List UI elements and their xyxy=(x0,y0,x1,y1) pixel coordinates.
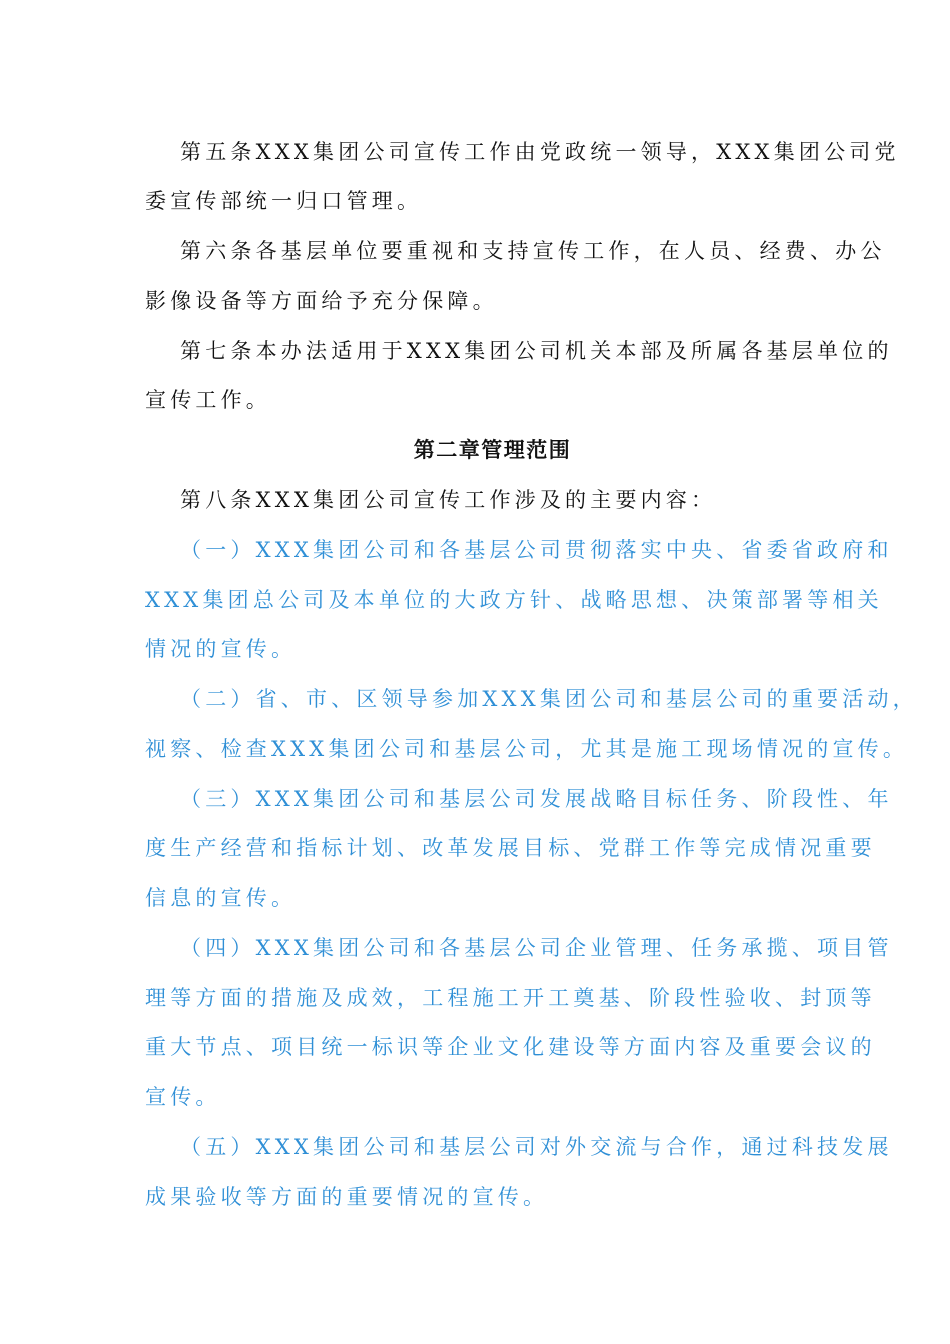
article-7-line-1: 第七条本办法适用于XXX集团公司机关本部及所属各基层单位的 xyxy=(180,339,893,363)
article-6-line-2: 影像设备等方面给予充分保障。 xyxy=(145,289,498,313)
item-2-line-1: （二）省、市、区领导参加XXX集团公司和基层公司的重要活动， xyxy=(180,687,918,711)
article-7-line-2: 宣传工作。 xyxy=(145,388,271,412)
item-3-line-1: （三）XXX集团公司和基层公司发展战略目标任务、阶段性、年 xyxy=(180,787,893,811)
item-5-line-2: 成果验收等方面的重要情况的宣传。 xyxy=(145,1185,549,1209)
article-5-line-2: 委宣传部统一归口管理。 xyxy=(145,189,423,213)
item-4-line-4: 宣传。 xyxy=(145,1085,221,1109)
item-1-line-3: 情况的宣传。 xyxy=(145,637,297,661)
item-4-line-2: 理等方面的措施及成效，工程施工开工奠基、阶段性验收、封顶等 xyxy=(145,986,876,1010)
chapter-heading: 第二章管理范围 xyxy=(413,438,572,462)
item-4-line-3: 重大节点、项目统一标识等企业文化建设等方面内容及重要会议的 xyxy=(145,1035,876,1059)
item-1-line-2: XXX集团总公司及本单位的大政方针、战略思想、决策部署等相关 xyxy=(145,588,883,612)
item-2-line-2: 视察、检查XXX集团公司和基层公司，尤其是施工现场情况的宣传。 xyxy=(145,737,909,761)
article-8-line: 第八条XXX集团公司宣传工作涉及的主要内容： xyxy=(180,488,717,512)
article-6-line-1: 第六条各基层单位要重视和支持宣传工作，在人员、经费、办公 xyxy=(180,239,886,263)
item-5-line-1: （五）XXX集团公司和基层公司对外交流与合作，通过科技发展 xyxy=(180,1135,893,1159)
article-5-line-1: 第五条XXX集团公司宣传工作由党政统一领导，XXX集团公司党 xyxy=(180,140,900,164)
item-3-line-2: 度生产经营和指标计划、改革发展目标、党群工作等完成情况重要 xyxy=(145,836,876,860)
item-3-line-3: 信息的宣传。 xyxy=(145,886,297,910)
item-1-line-1: （一）XXX集团公司和各基层公司贯彻落实中央、省委省政府和 xyxy=(180,538,893,562)
item-4-line-1: （四）XXX集团公司和各基层公司企业管理、任务承揽、项目管 xyxy=(180,936,893,960)
